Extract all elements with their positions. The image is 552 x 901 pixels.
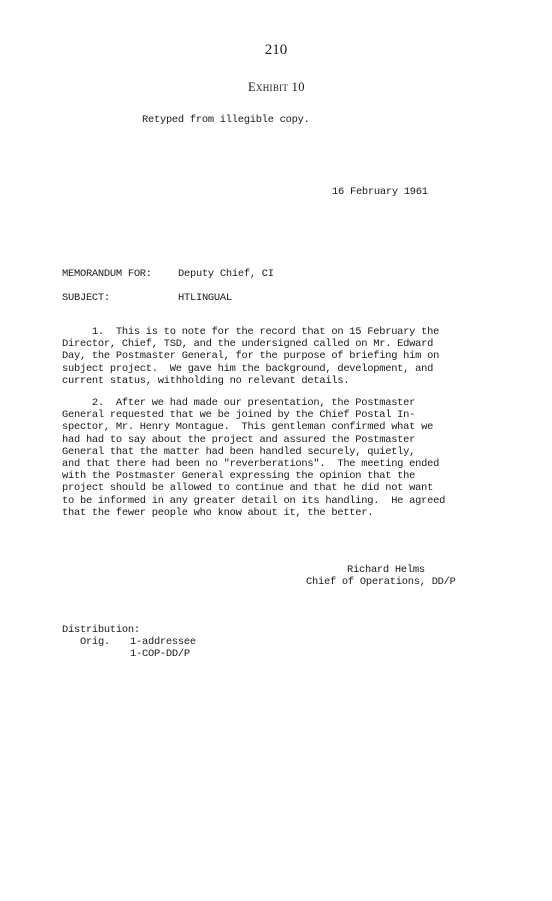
paragraph-line: General that the matter had been handled securely, quietly, xyxy=(62,445,416,458)
subject-value: HTLINGUAL xyxy=(178,292,232,304)
paragraph-line: project should be allowed to continue and that he did not want xyxy=(62,482,434,495)
paragraph-line: with the Postmaster General expressing the opinion that the xyxy=(62,470,416,483)
paragraph-line: and that there had been no "reverberations". The meeting ended xyxy=(62,458,440,471)
paragraph-line: 2. After we had made our presentation, the Postmaster xyxy=(62,397,416,409)
memo-date: 16 February 1961 xyxy=(332,186,428,198)
paragraph-2 xyxy=(62,397,512,519)
distribution-recipient: 1-addressee xyxy=(130,636,196,648)
subject-label: SUBJECT: xyxy=(62,292,110,304)
paragraph-line: current status, withholding no relevant details. xyxy=(62,374,350,387)
exhibit-label: Exhibit 10 xyxy=(248,80,305,94)
paragraph-line: General requested that we be joined by the Chief Postal In- xyxy=(62,409,416,422)
paragraph-line: subject project. We gave him the background, development, and xyxy=(62,362,434,375)
distribution-label: Distribution: xyxy=(62,624,140,636)
page-number: 210 xyxy=(264,42,288,58)
distribution-recipient: 1-COP-DD/P xyxy=(130,648,190,660)
paragraph-line: Director, Chief, TSD, and the undersigned called on Mr. Edward xyxy=(62,338,434,351)
memo-for-label: MEMORANDUM FOR: xyxy=(62,268,152,280)
paragraph-line: that the fewer people who know about it, the better. xyxy=(62,506,374,519)
paragraph-line: spector, Mr. Henry Montague. This gentleman confirmed what we xyxy=(62,421,434,434)
signer-name: Richard Helms xyxy=(347,564,425,576)
retype-note: Retyped from illegible copy. xyxy=(142,114,310,126)
paragraph-line: had had to say about the project and assured the Postmaster xyxy=(62,433,416,446)
signer-title: Chief of Operations, DD/P xyxy=(306,576,456,588)
distribution-orig-label: Orig. xyxy=(80,636,110,648)
paragraph-1 xyxy=(62,326,512,387)
paragraph-line: 1. This is to note for the record that on 15 February the xyxy=(62,326,440,338)
paragraph-line: Day, the Postmaster General, for the purpose of briefing him on xyxy=(62,350,440,363)
memo-for-value: Deputy Chief, CI xyxy=(178,268,274,280)
paragraph-line: to be informed in any greater detail on its handling. He agreed xyxy=(62,494,446,507)
